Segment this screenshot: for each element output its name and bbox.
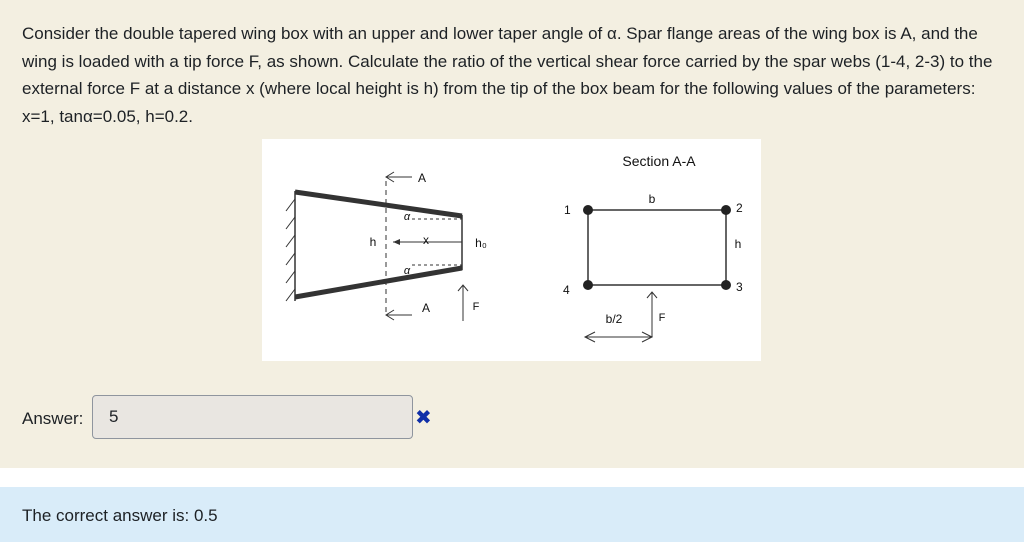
- h0-label: h₀: [475, 236, 487, 250]
- section-mark-top: A: [417, 171, 427, 185]
- node-1-label: 1: [564, 203, 571, 217]
- section-a-a-view: [563, 153, 743, 342]
- answer-input[interactable]: 5: [92, 395, 413, 439]
- section-mark-bottom: A: [421, 301, 431, 315]
- alpha-top-label: α: [403, 211, 411, 223]
- node-3-label: 3: [736, 280, 743, 294]
- node-2-label: 2: [736, 201, 743, 215]
- section-title: Section A-A: [622, 153, 696, 169]
- wing-side-view: [286, 171, 487, 321]
- question-text: Consider the double tapered wing box with an upper and lower taper angle of α. Spar flange areas of the wing box is A, and the wing is loaded with a tip force F, as shown. Calculate the ratio of the vertical shear force carried by the spar webs (1-4, 2-3) to the external force F at a distance x (where local height is h) from the tip of the box beam for the following values of the parameters: x=1, tanα=0.05, h=0.2.: [22, 24, 993, 126]
- height-h-label: h: [734, 237, 742, 251]
- width-b-label: b: [648, 192, 656, 206]
- alpha-bottom-label: α: [403, 265, 411, 277]
- x-label: x: [423, 233, 429, 247]
- cross-icon: ✖: [415, 407, 432, 429]
- wing-box-figure: [262, 139, 761, 361]
- answer-label: Answer:: [22, 409, 84, 428]
- correct-answer-text: The correct answer is: 0.5: [22, 506, 218, 525]
- half-width-label: b/2: [605, 312, 623, 326]
- h-label-left: h: [369, 235, 377, 249]
- node-4-label: 4: [563, 283, 570, 297]
- force-label-left: F: [472, 301, 480, 313]
- force-label-right: F: [658, 312, 666, 324]
